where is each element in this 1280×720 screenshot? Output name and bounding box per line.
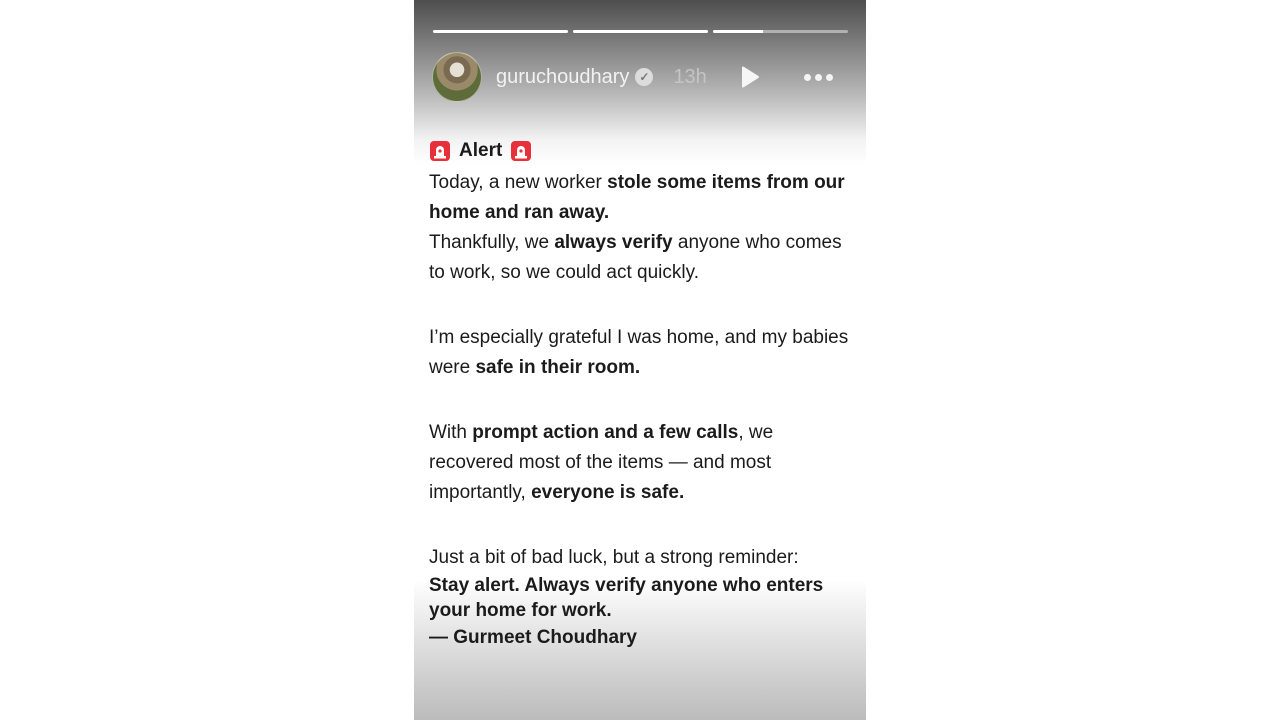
alert-heading xyxy=(429,136,854,166)
bold-text-run: stole some items from our home and ran away. xyxy=(429,172,845,223)
text-run: Just a bit of bad luck, but a strong reminder: xyxy=(429,547,799,568)
paragraph-gap xyxy=(429,508,854,543)
bold-text-run: everyone is safe. xyxy=(531,482,685,503)
paragraph-grateful xyxy=(429,323,854,383)
text-run: , we recovered most of the items — and most importantly, xyxy=(429,422,774,503)
paragraph-recovered xyxy=(429,418,854,508)
alert-title: Alert xyxy=(459,140,503,161)
paragraph-reminder xyxy=(429,543,854,573)
story-text-content xyxy=(429,136,854,653)
text-run: Today, a new worker xyxy=(429,172,608,193)
text-run: I’m especially grateful I was home, and my babies were xyxy=(429,327,849,378)
paragraph-gap xyxy=(429,383,854,418)
text-run: Thankfully, we xyxy=(429,232,555,253)
verified-badge-icon: ✓ xyxy=(635,68,653,86)
more-dots-icon xyxy=(826,74,833,81)
siren-emoji-icon xyxy=(429,140,451,162)
story-progress-bar xyxy=(433,30,848,33)
text-run: With xyxy=(429,422,473,443)
paragraph-verify xyxy=(429,228,854,288)
progress-segment xyxy=(713,30,848,33)
siren-emoji-icon xyxy=(510,140,532,162)
bold-text-run: Stay alert. Always verify anyone who enters your home for work. xyxy=(429,575,824,621)
story-viewer[interactable] xyxy=(414,0,866,720)
bold-text-run: prompt action and a few calls xyxy=(472,422,739,443)
progress-fill xyxy=(573,30,708,33)
progress-segment xyxy=(573,30,708,33)
paragraph-stay-alert xyxy=(429,573,854,623)
progress-segment xyxy=(433,30,568,33)
more-dots-icon xyxy=(804,74,811,81)
progress-fill xyxy=(433,30,568,33)
paragraph-gap xyxy=(429,288,854,323)
signature: — Gurmeet Choudhary xyxy=(429,627,637,648)
progress-fill xyxy=(713,30,763,33)
post-time: 13h xyxy=(673,65,707,88)
more-options-button[interactable] xyxy=(804,74,833,81)
text-run: anyone who comes to work, so we could act quickly. xyxy=(429,232,842,283)
bold-text-run: always verify xyxy=(554,232,673,253)
username-link[interactable]: guruchoudhary xyxy=(496,65,630,88)
paragraph-theft xyxy=(429,168,854,228)
bold-text-run: safe in their room. xyxy=(475,357,641,378)
play-button[interactable] xyxy=(739,65,761,89)
more-dots-icon xyxy=(815,74,822,81)
play-icon xyxy=(740,66,760,88)
avatar[interactable] xyxy=(432,52,482,102)
story-header xyxy=(432,51,848,103)
